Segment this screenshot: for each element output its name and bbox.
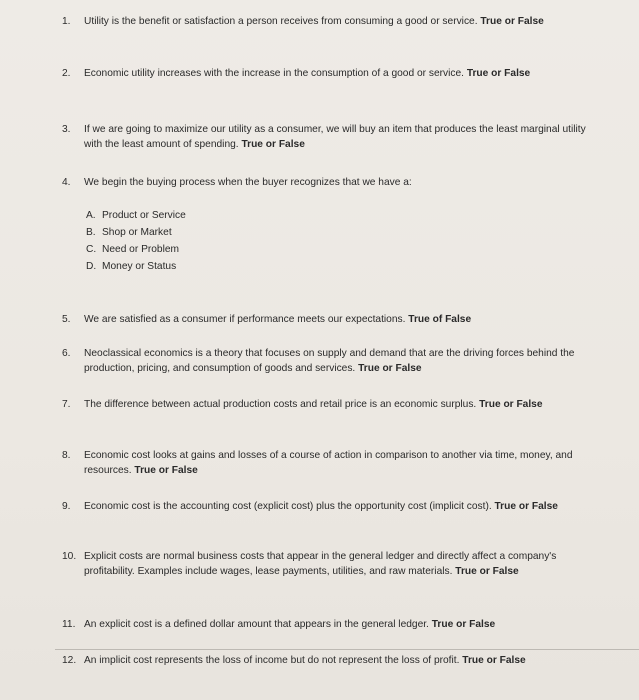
question-12	[62, 653, 602, 668]
question-number: 7.	[62, 399, 71, 410]
option-b: B. Shop or Market	[86, 227, 172, 238]
question-text: Utility is the benefit or satisfaction a person receives from consuming a good or service.	[84, 16, 478, 27]
question-text: Economic utility increases with the increase in the consumption of a good or service.	[84, 68, 464, 79]
true-false-label: True or False	[431, 619, 496, 630]
question-text: If we are going to maximize our utility as a consumer, we will buy an item that produces the least marginal utility with the least amount of spending.	[84, 124, 586, 150]
question-text: Neoclassical economics is a theory that focuses on supply and demand that are the driving forces behind the production, pricing, and consumption of goods and services.	[84, 348, 575, 374]
question-number: 5.	[62, 314, 71, 325]
question-text: We begin the buying process when the buyer recognizes that we have a:	[84, 177, 412, 188]
question-number: 10.	[62, 551, 77, 562]
option-a: A. Product or Service	[86, 210, 186, 221]
question-11	[62, 617, 602, 632]
question-8	[62, 448, 602, 478]
true-false-label: True or False	[134, 465, 198, 476]
question-2	[62, 66, 602, 81]
question-6	[62, 346, 602, 376]
question-7	[62, 397, 602, 412]
question-1	[62, 14, 602, 29]
question-4-options	[86, 207, 186, 275]
question-text: An explicit cost is a defined dollar amount that appears in the general ledger.	[84, 619, 429, 630]
question-text: An implicit cost represents the loss of income but do not represent the loss of profit.	[84, 655, 460, 666]
question-number: 2.	[62, 68, 71, 79]
true-false-label: True of False	[408, 314, 472, 325]
question-number: 6.	[62, 348, 71, 359]
question-text: Economic cost is the accounting cost (explicit cost) plus the opportunity cost (implicit cost).	[84, 501, 492, 512]
question-number: 12.	[62, 655, 77, 666]
question-text: We are satisfied as a consumer if performance meets our expectations.	[84, 314, 406, 325]
true-false-label: True or False	[358, 363, 422, 374]
true-false-label: True or False	[479, 399, 543, 410]
question-number: 8.	[62, 450, 71, 461]
true-false-label: True or False	[466, 68, 531, 79]
true-false-label: True or False	[241, 139, 305, 150]
question-number: 9.	[62, 501, 71, 512]
true-false-label: True or False	[480, 16, 544, 27]
true-false-label: True or False	[494, 501, 558, 512]
question-number: 4.	[62, 177, 71, 188]
question-number: 1.	[62, 16, 71, 27]
question-3	[62, 122, 602, 152]
true-false-label: True or False	[462, 655, 526, 666]
question-5	[62, 312, 602, 327]
question-text: Economic cost looks at gains and losses of a course of action in comparison to another via time, money, and resources.	[84, 450, 573, 476]
question-text: Explicit costs are normal business costs that appear in the general ledger and directly affect a company's profitability. Examples include wages, lease payments, utilities, and raw materials.	[84, 551, 557, 577]
true-false-label: True or False	[455, 566, 519, 577]
question-9	[62, 499, 602, 514]
option-c: C. Need or Problem	[86, 244, 180, 255]
question-10	[62, 549, 602, 579]
section-divider	[55, 649, 639, 650]
question-text: The difference between actual production costs and retail price is an economic surplus.	[84, 399, 477, 410]
question-4	[62, 175, 602, 190]
question-number: 11.	[62, 619, 76, 630]
question-number: 3.	[62, 124, 71, 135]
option-d: D. Money or Status	[86, 261, 177, 272]
